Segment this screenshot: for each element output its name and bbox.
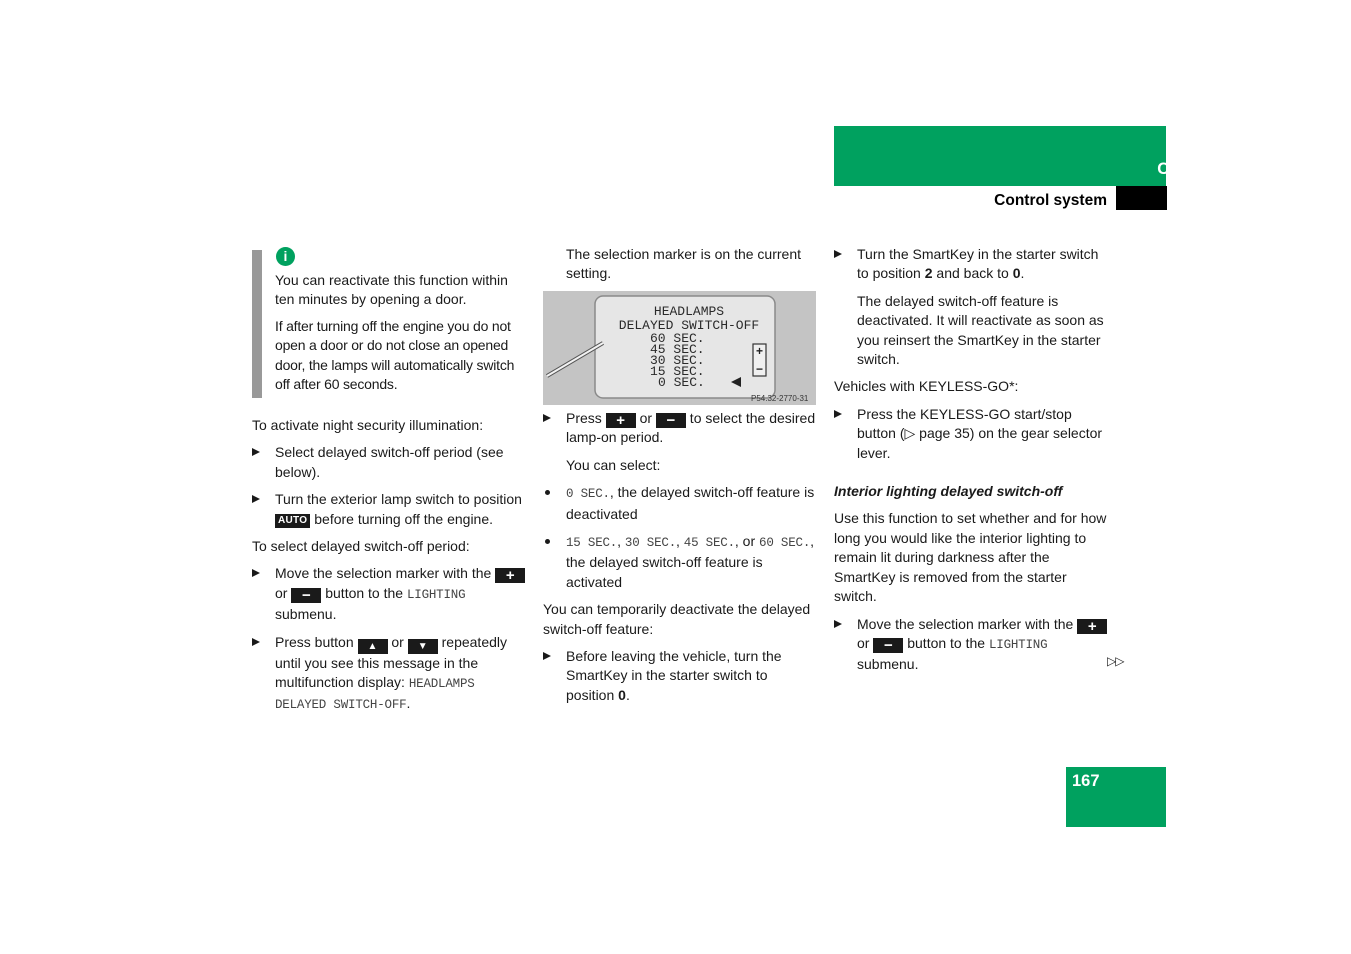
selection-marker-text: The selection marker is on the current setting. xyxy=(566,246,801,282)
info-paragraph-1: You can reactivate this function within ten minutes by opening a door. xyxy=(275,272,508,308)
image-code: P54.32-2770-31 xyxy=(751,394,809,403)
step-lamp-switch: Turn the exterior lamp switch to position AUTO before turning off the engine. xyxy=(252,490,530,529)
info-bar xyxy=(252,250,262,398)
lcd-line-headlamps: HEADLAMPS xyxy=(653,304,725,319)
minus-button-icon: − xyxy=(656,413,686,428)
continued-icon: ▷▷ xyxy=(1107,654,1124,668)
step-select-period: Select delayed switch-off period (see below). xyxy=(252,443,530,482)
step-press-plus-minus: Press + or − to select the desired lamp-on period. xyxy=(543,409,819,448)
info-icon: i xyxy=(276,247,295,266)
arrow-bullet-icon xyxy=(834,620,842,628)
lcd-option: 45 SEC. xyxy=(650,342,705,357)
arrow-bullet-icon xyxy=(252,495,260,503)
plus-button-icon: + xyxy=(495,568,525,583)
arrow-bullet-icon xyxy=(252,569,260,577)
lcd-plus-icon: + xyxy=(755,344,764,358)
plus-button-icon: + xyxy=(606,413,636,428)
header-green-band xyxy=(834,126,1166,186)
arrow-bullet-icon xyxy=(252,448,260,456)
lcd-option: 30 SEC. xyxy=(650,353,705,368)
up-button-icon: ▲ xyxy=(358,639,388,654)
lcd-option: 15 SEC. xyxy=(650,364,705,379)
subsection-title: Control system xyxy=(994,192,1107,209)
lcd-option: 60 SEC. xyxy=(650,331,705,346)
intro-select-period: To select delayed switch-off period: xyxy=(252,538,470,555)
arrow-bullet-icon xyxy=(543,414,551,422)
step-press-button: Press button ▲ or ▼ repeatedly until you see this message in the multifunction display: HEADLAMPS DELAYED SWITCH-OFF. xyxy=(252,633,530,716)
step-move-marker: Move the selection marker with the + or − button to the LIGHTING submenu. xyxy=(252,564,530,624)
intro-night-security: To activate night security illumination: xyxy=(252,417,484,433)
you-can-select: You can select: xyxy=(566,456,661,473)
step-move-marker-interior: Move the selection marker with the + or − button to the LIGHTING submenu. xyxy=(834,615,1110,675)
section-title: Controls in detail xyxy=(1157,160,1292,178)
auto-position-icon: AUTO xyxy=(275,514,310,528)
interior-lighting-heading: Interior lighting delayed switch-off xyxy=(834,483,1063,500)
interior-lighting-description: Use this function to set whether and for how long you would like the interior lighting to remain lit during darkness after the SmartKey is removed from the starter switch. xyxy=(834,510,1107,605)
keyless-go-intro: Vehicles with KEYLESS-GO*: xyxy=(834,378,1019,395)
down-button-icon: ▼ xyxy=(408,639,438,654)
column-1 xyxy=(252,416,530,716)
minus-button-icon: − xyxy=(873,638,903,653)
arrow-bullet-icon xyxy=(834,250,842,258)
lcd-line-delayed: DELAYED SWITCH-OFF xyxy=(618,318,760,333)
info-paragraph-2: If after turning off the engine you do not open a door or do not close an opened door, the lamps will automatically switch off after 60 seconds. xyxy=(275,318,515,393)
display-illustration xyxy=(543,291,816,405)
page-reference-icon: ▷ xyxy=(904,425,916,442)
bullet-dot-icon xyxy=(545,490,550,495)
step-keyless-button: Press the KEYLESS-GO start/stop button (▷ page 35) on the gear selector lever. xyxy=(834,405,1110,463)
page-number: 167 xyxy=(1072,772,1100,790)
bullet-dot-icon xyxy=(545,539,550,544)
column-2-intro xyxy=(566,245,818,284)
temporary-deactivate: You can temporarily deactivate the delayed switch-off feature: xyxy=(543,601,811,637)
info-box xyxy=(252,250,532,398)
column-2 xyxy=(543,409,819,705)
arrow-bullet-icon xyxy=(252,638,260,646)
arrow-bullet-icon xyxy=(834,410,842,418)
header-black-tab xyxy=(1116,186,1167,210)
option-deactivated: 0 SEC., the delayed switch-off feature is deactivated xyxy=(543,483,819,524)
lcd-option: 0 SEC. xyxy=(658,375,705,390)
step-before-leaving: Before leaving the vehicle, turn the SmartKey in the starter switch to position 0. xyxy=(543,647,819,705)
multifunction-display-image xyxy=(543,291,816,405)
deactivated-note: The delayed switch-off feature is deactivated. It will reactivate as soon as you reinsert the SmartKey in the starter switch. xyxy=(857,292,1104,368)
step-turn-smartkey: Turn the SmartKey in the starter switch to position 2 and back to 0. xyxy=(834,245,1110,284)
minus-button-icon: − xyxy=(291,588,321,603)
column-3 xyxy=(834,245,1110,675)
plus-button-icon: + xyxy=(1077,619,1107,634)
arrow-bullet-icon xyxy=(543,652,551,660)
lcd-minus-icon: − xyxy=(755,362,764,376)
option-activated: 15 SEC., 30 SEC., 45 SEC., or 60 SEC., the delayed switch-off feature is activated xyxy=(543,532,819,592)
